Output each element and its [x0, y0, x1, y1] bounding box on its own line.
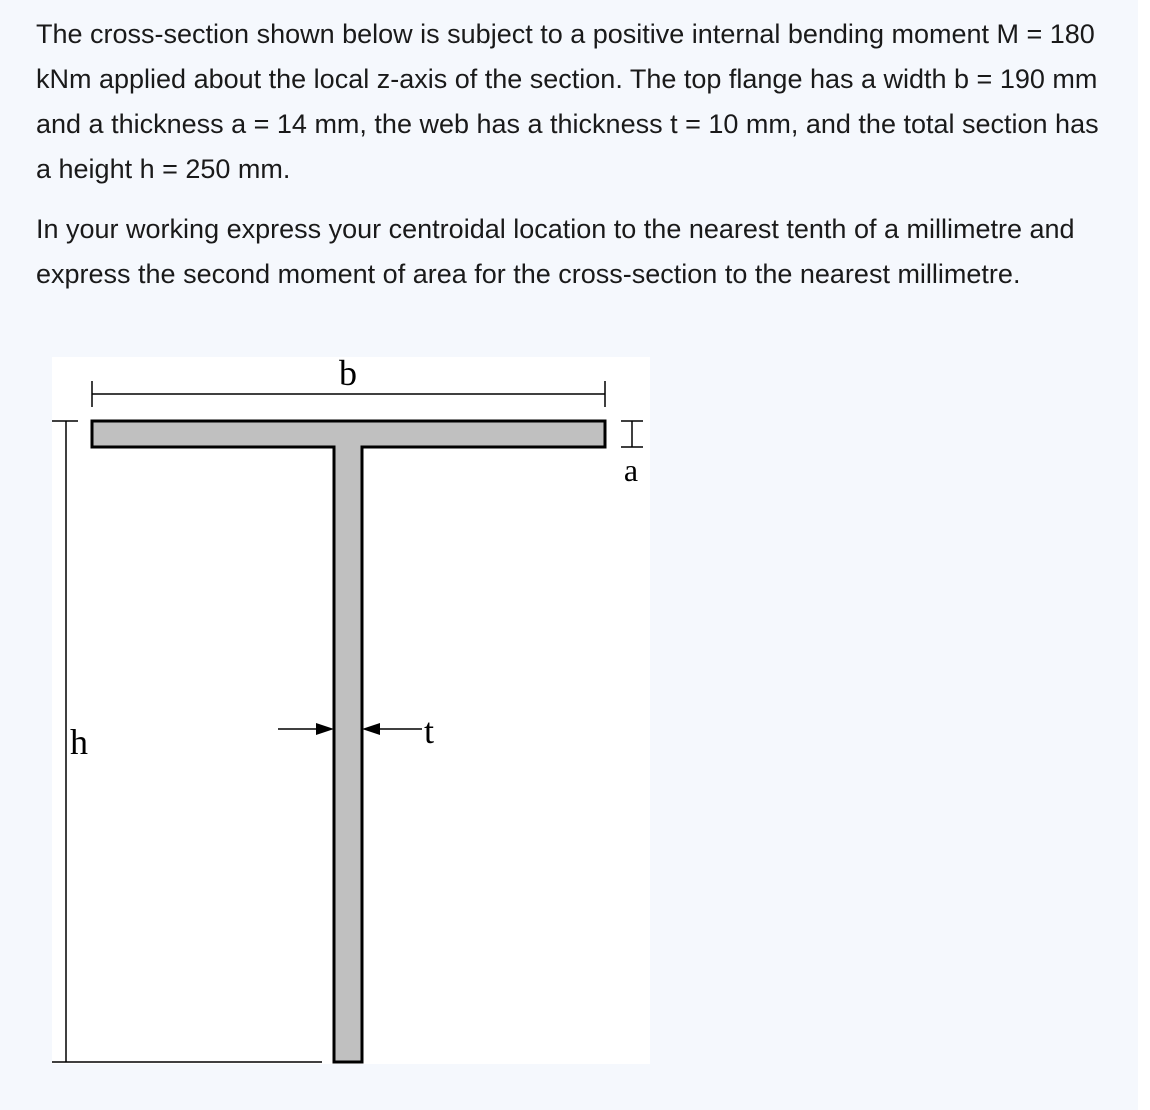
label-h: h: [70, 722, 88, 762]
label-b: b: [339, 357, 357, 393]
question-paragraph-1: The cross-section shown below is subject to a positive internal bending moment M = 180 kNm applied about the local z-axis of the section. The top flange has a width b = 190 mm and a thickness a = 14 mm, the web has a thickness t = 10 mm, and the total section has a height h = 250 mm.: [36, 19, 1099, 184]
t-section-shape: [92, 421, 605, 1062]
label-a: a: [623, 452, 639, 488]
question-text: [36, 12, 1116, 312]
t-section-figure: [52, 357, 650, 1064]
dimension-h: [52, 421, 322, 1062]
arrow-right-icon: [316, 723, 334, 735]
label-t: t: [424, 711, 435, 751]
arrow-left-icon: [362, 723, 380, 735]
dimension-a: [621, 421, 643, 447]
t-section-diagram: [52, 357, 650, 1064]
question-paragraph-2: In your working express your centroidal location to the nearest tenth of a millimetre and express the second moment of area for the cross-section to the nearest millimetre.: [36, 214, 1075, 289]
